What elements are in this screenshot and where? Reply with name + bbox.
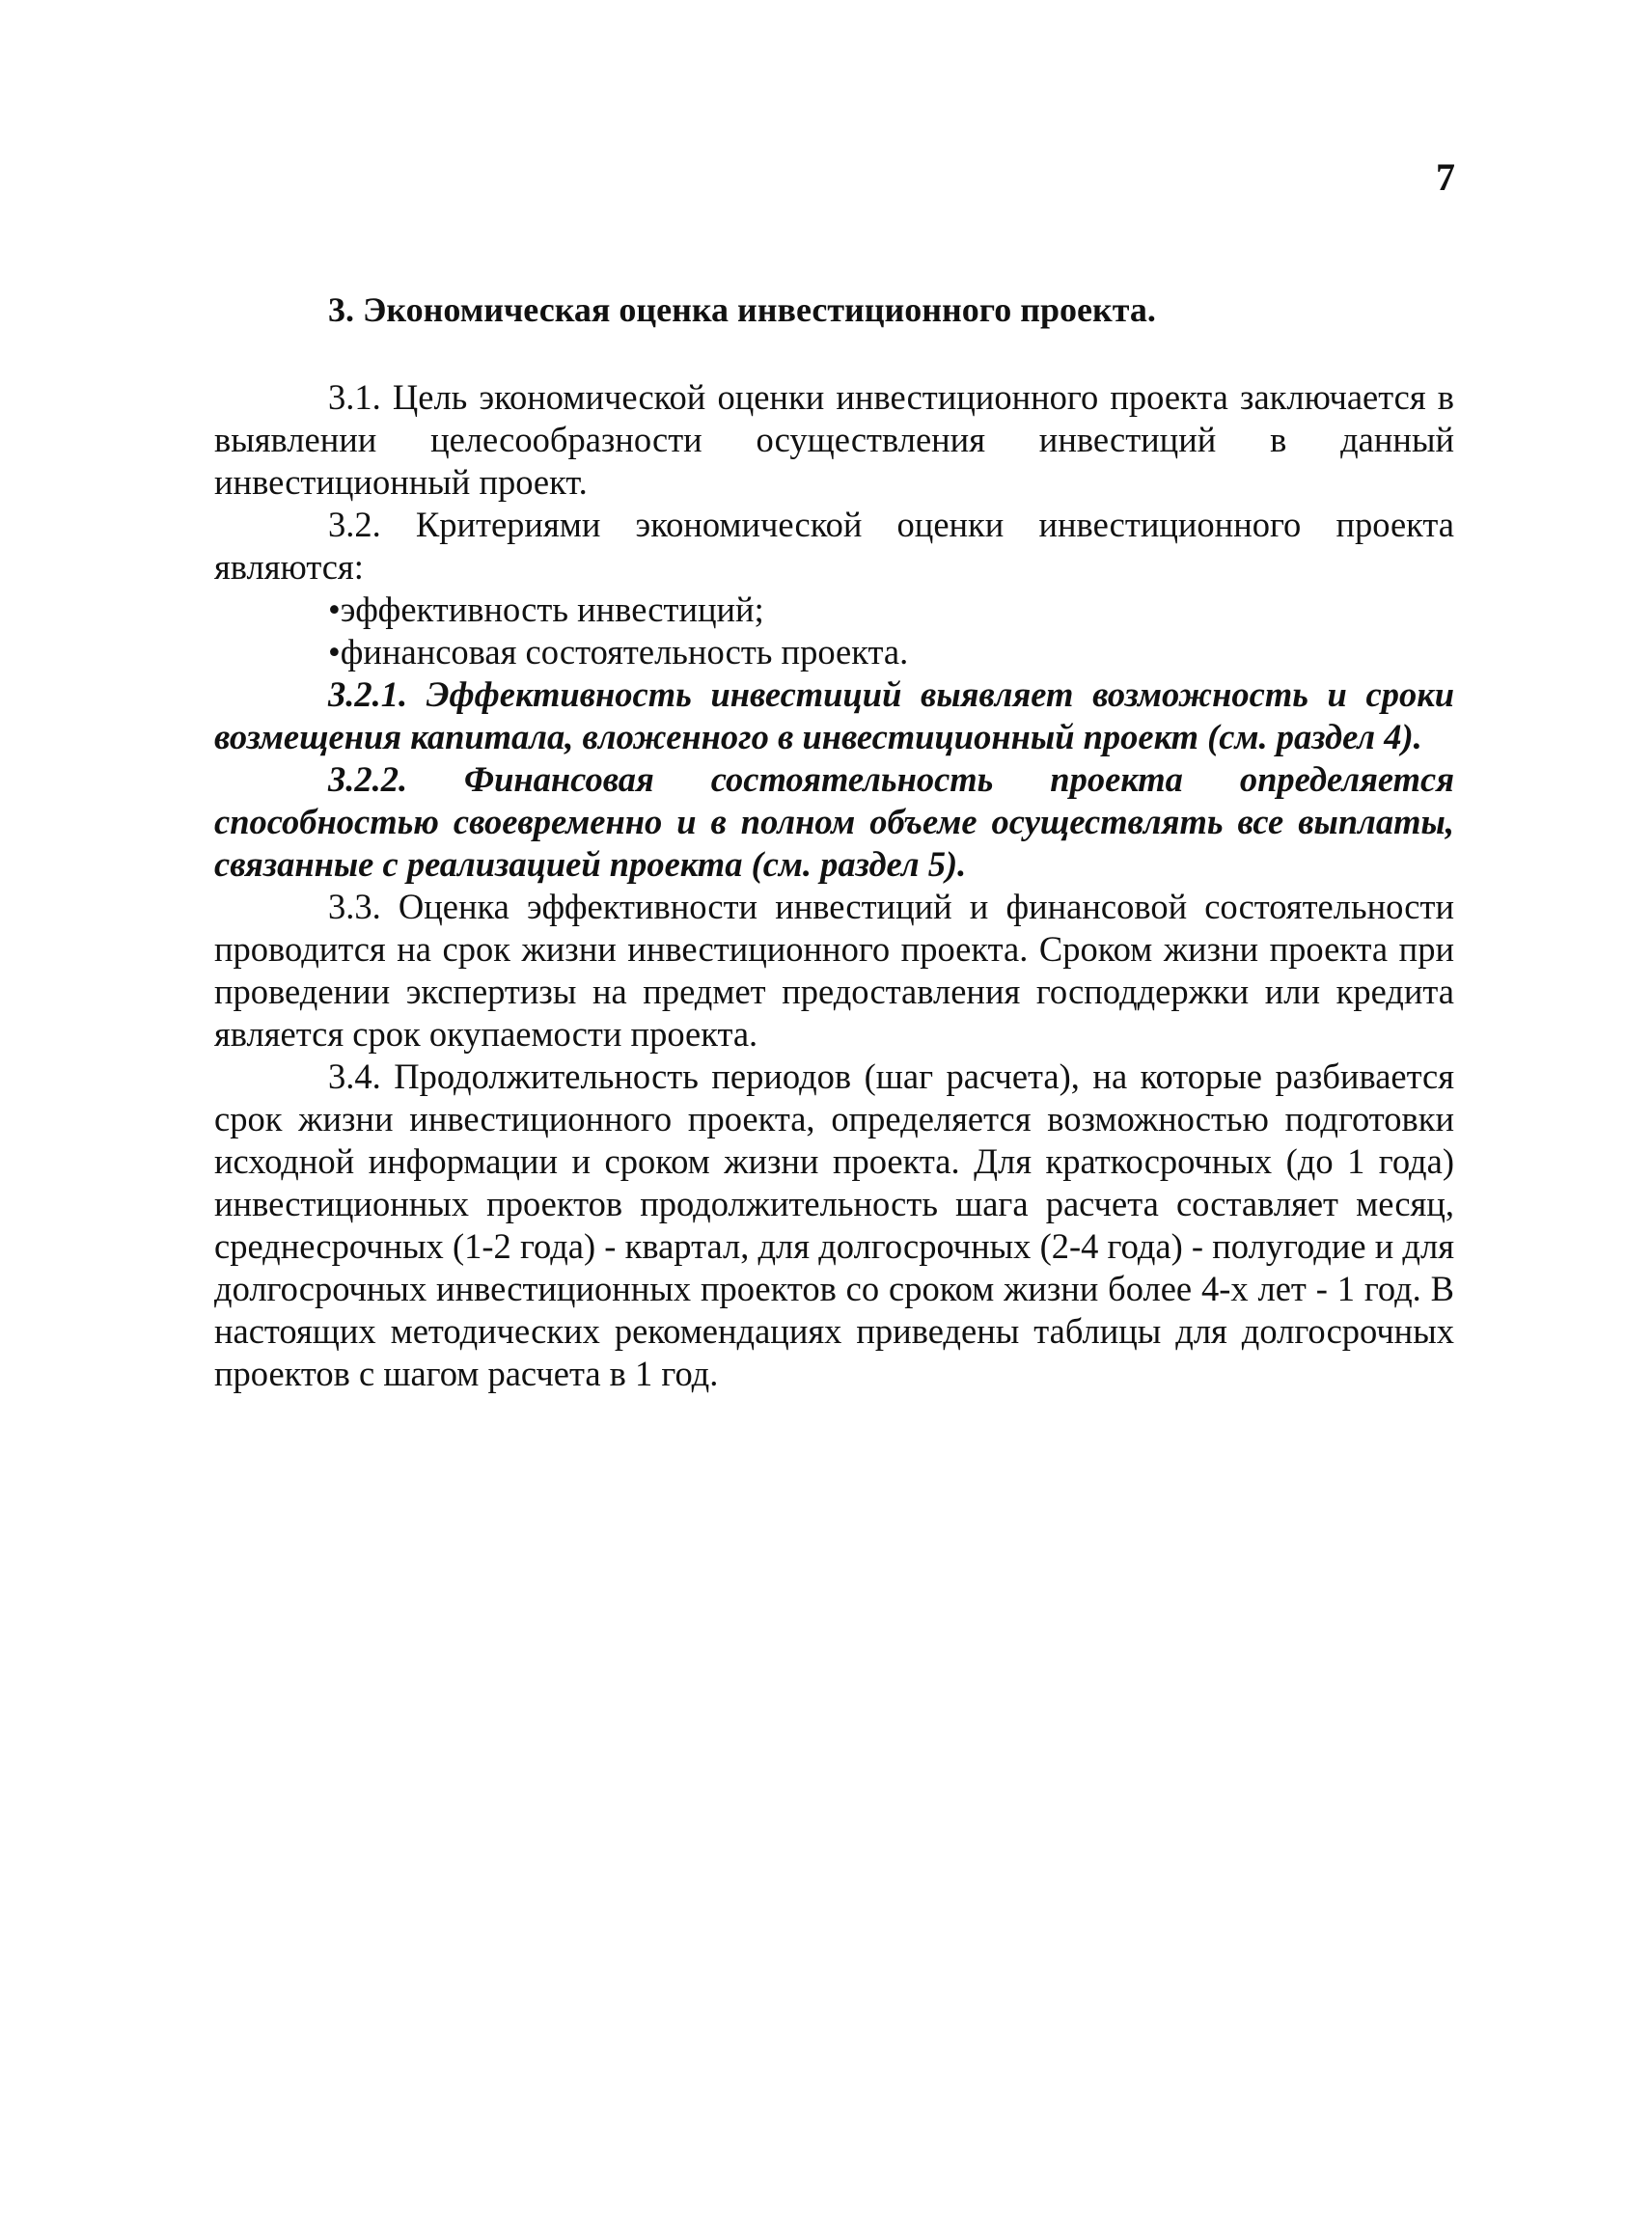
- body-text: [214, 376, 1454, 1395]
- paragraph-3-1: 3.1. Цель экономической оценки инвестиционного проекта заключается в выявлении целесообразности осуществления инвестиций в данный инвестиционный проект.: [214, 377, 1454, 502]
- page-number: 7: [1436, 155, 1455, 199]
- paragraph-3-2-2: 3.2.2. Финансовая состоятельность проекта определяется способностью своевременно и в полном объеме осуществлять все выплаты, связанные с реализацией проекта (см. раздел 5).: [214, 759, 1454, 884]
- paragraph-3-4: 3.4. Продолжительность периодов (шаг расчета), на которые разбивается срок жизни инвестиционного проекта, определяется возможностью подготовки исходной информации и сроком жизни проекта. Для краткосрочных (до 1 года) инвестиционных проектов продолжительность шага расчета составляет месяц, среднесрочных (1-2 года) - квартал, для долгосрочных (2-4 года) - полугодие и для долгосрочных инвестиционных проектов со сроком жизни более 4-х лет - 1 год. В настоящих методических рекомендациях приведены таблицы для долгосрочных проектов с шагом расчета в 1 год.: [214, 1056, 1454, 1393]
- section-heading: 3. Экономическая оценка инвестиционного проекта.: [328, 290, 1156, 329]
- paragraph-3-3: 3.3. Оценка эффективности инвестиций и финансовой состоятельности проводится на срок жизни инвестиционного проекта. Сроком жизни проекта при проведении экспертизы на предмет предоставления господдержки или кредита является срок окупаемости проекта.: [214, 887, 1454, 1054]
- paragraph-3-2: 3.2. Критериями экономической оценки инвестиционного проекта являются:: [214, 505, 1454, 587]
- paragraph-3-2-1: 3.2.1. Эффективность инвестиций выявляет возможность и сроки возмещения капитала, вложенного в инвестиционный проект (см. раздел 4).: [214, 674, 1454, 756]
- list-item-solvency: •финансовая состоятельность проекта.: [328, 632, 909, 672]
- list-item-efficiency: •эффективность инвестиций;: [328, 590, 764, 629]
